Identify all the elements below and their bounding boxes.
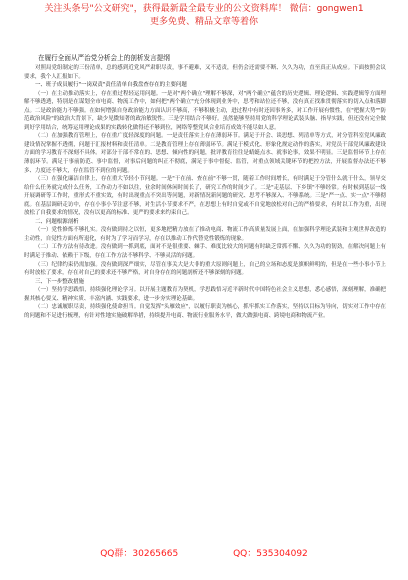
section-heading: 三、下一步整改措施 [35,278,84,285]
paragraph: （二）在加强教育管理上，存在重广度轻深度的问题。一是责任落实上存在薄弱环节。满足于开会、谈思想、列清单等方式，对分管科室党风廉政建设情况掌握不透彻，问题于汇报材料和责任清单。二是教育管理上存在薄弱环节。满足于模式化、形象化规定动作的落实，对党员干部党风廉政建设方面的学习教育不深刻不具体。对部分干部不常在的、思想、倾向性的问题，批评教育往往是蜻蜓点水、就事论事，效果不明显。三是监督环节上存在薄弱环节。满足于事前防范、事中监督，对事后问题的纠正不彻底，满足于事中督促、监管，对重点领域关键环节的把控方法，开展监督办法还不够多、力度还不够大，存在监管不到位的问题。 [24,133,386,174]
document-body [24,54,386,320]
document-title: 在履行全面从严治党分析会上的剖析发言提纲 [38,54,170,62]
paragraph: （一）党性修炼不够扎实。没有做到持之以恒，更多地把精力放在了推动电商、物流工作高质量发展上面，在加强科学理论武装和主观世界改造的主动性，自觉性方面有所退化，有时为了学习而学习，存在以推动工作代替党性锻炼的现象。 [24,227,386,242]
paragraph: （二）忠诚履职尽责，持续强化使命担当。自觉发挥"头雁效应"，以履行职责为核心，抓牢抓实工作落实，坚持以目标为导向，切实对工作中存在的问题和不足进行梳理，有针对性地实施破解举措，持续提升电商、物流行业服务水平，做大做强电商、跨境电商和物流产业。 [24,304,386,319]
section-heading: 一、班子成员履行"一岗双责"责任清单自我盘查存在的主要问题 [35,82,187,89]
banner-line-2: 更多免费、精品文章等着你 [149,17,258,27]
paragraph: 对照局党组制定的三份清单，总的感到近党风严肃职尽责，事不避难，又不适责，但仍会还需要不断、久久为功，直至真正从成应。下面按照会议要求，我个人汇报如下。 [24,65,386,80]
qq-number: QQ：535304092 [233,549,308,559]
paragraph: （三）在强化廉洁自律上，存在重大节轻小节问题。一是"干在前、查在前"不够一贯，随着工作时间增长，有时满足于分管什么就干什么，领导交给什么任务就完成什么任务，工作动力不如以往，业余时间休闲时间长了，研究工作的时间少了。二是"走基层、下乡镇"不够经常。有时候到基层一线开展调研等工作时，重形式不重实效，有时出现重点不突出等问题，对新情况新问题的研究、思考不够深入、不够系统。三是"严一点、实一点"不够彻底。在基层调研走访中，存在小事小节注意不够，对生活小节要求不严，在思想上有时自觉或不自觉地放松对自己的严格要求，有时以工作为重，出现放松了自我要求的情况，没有以更高的标准、更严的要求来约束自己。 [24,176,386,217]
qq-group-number: QQ群：30265665 [100,549,179,559]
section-heading: 二、问题根源剖析 [35,218,79,225]
header-banner [0,0,408,40]
footer-contact [0,546,408,562]
paragraph: （三）纪律约束仍需加强。没有做到深严细实，尽管在事关大是大非的重大原则问题上，自己的立场和态度是旗帜鲜明的，但是在一些小事小节上有时放松了要求，存在对自己的要求还不够严格，对自身存在的问题剖析还不够深刻的问题。 [24,261,386,277]
paragraph: （二）工作方法有待改进。没有做到一抓到底，面对不是很重要、棘手、难度比较大的问题有时缺乏常抓不懈、久久为功的韧劲，在解决问题上有时满足于推动、依赖于下级，存在工作方法不够科学、不够灵活的问题。 [24,244,386,260]
banner-line-1: 关注头条号"公文研究"，获得最新最全最专业的公文资料库！ 微信：gongwen1 [44,4,364,14]
paragraph: （一）坚持学思践悟，持续强化理论学习。以开展主题教育为契机，学思践悟习近平新时代中国特色社会主义思想，悉心感悟，深刻理解，准确把握其核心要义、精神实质、丰富内涵、实践要求，进一步夯实理论基础。 [24,287,386,302]
paragraph: （一）在主动推动落实上，存在重过程轻运用问题。一是对"两个确立"理解不够深，对"两个确立"蕴含的历史逻辑、理论逻辑、实践逻辑等方面理解不够透透，特别是在谋划全市电商、物流工作中，如何把"两个确立"充分体现到业务中，思考和站位还不够，没有真正找准贯彻落实的切入点和落脚点。二是政治能力不够强。在如何增强自身政治能力方面认识不够高，不够积极主动，进过程中有时还因事务多，对工作开展有惯性，在"把握大势""防范政治风险"的政治大背景下，缺少见微知著的政治敏锐性。三是学用结合不够好。虽然能够坚持用党的科学理论武装头脑、指导实践，但还没有完全做到好学用结合，统筹运用理论成果的实践转化做得还不够到位，网络等整党风合业培育成效不能尽如人意。 [24,90,386,131]
